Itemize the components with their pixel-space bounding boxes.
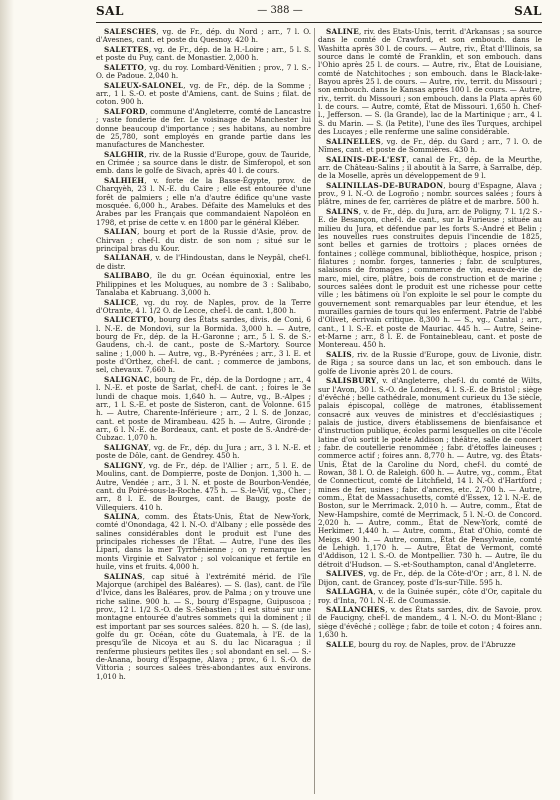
entry-text: , v. forte de la Basse-Égypte, prov. de Charqyèh, 23 l. N.-E. du Caire ; elle est entourée d'une forêt de palmiers ; elle n'a d'autre édifice qu'une vaste mosquée. 6,000 h., Arabes. Défaite des Mameluks et des Arabes par les Français que commandaient Napoléon en 1798, et prise de cette v. en 1800 par le général Kléber. bbox=[96, 175, 311, 227]
entry-text: , commune d'Angleterre, comté de Lancastre ; vaste fonderie de fer. Le voisinage de Manchester lui donne beaucoup d'importance ; ses habitans, au nombre de 25,780, sont employés en grande partie dans les manufactures de Manchester. bbox=[96, 106, 311, 150]
entry-text: , comm. des États-Unis, État de New-York, comté d'Onondaga, 42 l. N.-O. d'Albany ; elle possède des salines considérables dont le produit est l'une des principales richesses de l'État. — Autre, l'une des îles Lipari, dans la mer Tyrrhénienne ; on y remarque les monts Virginie et Salvator ; sol volcanique et fertile en huile, vins et fruits. 4,000 h. bbox=[96, 512, 311, 572]
dictionary-entry bbox=[96, 573, 311, 681]
dictionary-entry bbox=[96, 462, 311, 512]
entry-headword: SALIVES bbox=[326, 569, 364, 579]
dictionary-entry bbox=[318, 351, 542, 376]
dictionary-entry bbox=[96, 376, 311, 443]
entry-headword: SALIS bbox=[326, 350, 352, 359]
entry-headword: SALFORD bbox=[104, 106, 146, 116]
entry-text: , bourg et port de la Russie d'Asie, prov. de Chirvan ; chef-l. du distr. de son nom ; situé sur le principal bras du Kour. bbox=[96, 227, 311, 253]
dictionary-entry bbox=[96, 151, 311, 176]
entry-headword: SALINAS bbox=[104, 571, 143, 581]
entry-headword: SALIGNAY bbox=[104, 442, 149, 452]
dictionary-entry bbox=[96, 254, 311, 271]
entry-headword: SALIANAH bbox=[104, 253, 151, 263]
dictionary-entry bbox=[96, 64, 311, 81]
entry-text: , v. de l'Hindoustan, dans le Neypâl, chef-l. de distr. bbox=[96, 253, 311, 271]
entry-headword: SALINELLES bbox=[326, 136, 382, 146]
entry-text: , vg. de Fr., dép. de la Côte-d'Or ; arr., 8 l. N. de Dijon, cant. de Grancey, poste d'Is-sur-Tille. 595 h. bbox=[318, 569, 542, 587]
dictionary-entry bbox=[318, 156, 542, 181]
dictionary-entry bbox=[96, 272, 311, 297]
running-head-left: SAL bbox=[96, 4, 124, 18]
header-rule bbox=[96, 22, 542, 23]
entry-headword: SALIGNAC bbox=[104, 375, 150, 384]
page-header bbox=[0, 0, 560, 22]
column-divider bbox=[314, 28, 315, 794]
dictionary-entry bbox=[96, 82, 311, 107]
dictionary-entry bbox=[318, 641, 542, 649]
book-spine-shadow bbox=[0, 0, 14, 800]
dictionary-entry bbox=[318, 208, 542, 350]
entry-text: , v. de la Guinée supér., côte d'Or, capitale du roy. d'Inta, 70 l. N.-E. de Coumassie. bbox=[318, 587, 542, 605]
entry-text: , vg. de Fr., dép. du Gard ; arr., 7 l. O. de Nîmes, cant. et poste de Sommières. 430 h. bbox=[318, 136, 542, 154]
entry-headword: SALIBABO bbox=[104, 271, 150, 281]
entry-headword: SALISBURY bbox=[326, 376, 377, 386]
entry-headword: SALINILLAS-DE-BURADON bbox=[326, 180, 444, 190]
dictionary-entry bbox=[96, 177, 311, 227]
dictionary-entry bbox=[318, 606, 542, 639]
entry-headword: SALICETTO bbox=[104, 315, 154, 325]
entry-headword: SALINA bbox=[104, 512, 138, 522]
entry-text: , vg. de Fr., dép. de la Somme ; arr., 1 l. S.-O. et poste d'Amiens, cant. de Suins ; filat. de coton. 900 h. bbox=[96, 80, 311, 107]
entry-text: , vg. de Fr., dép. du Jura ; arr., 3 l. N.-E. et poste de Dôle, cant. de Gendrey. 450 h. bbox=[96, 442, 311, 461]
entry-text: , vg. du roy. Lombard-Vénitien ; prov., 7 l. S.-O. de Padoue. 2,040 h. bbox=[96, 62, 311, 81]
left-column bbox=[96, 28, 311, 796]
entry-headword: SALLE bbox=[326, 639, 354, 649]
dictionary-entry bbox=[318, 28, 542, 136]
entry-headword: SALINE bbox=[326, 28, 360, 36]
entry-headword: SALINIS-DE-L'EST bbox=[326, 154, 407, 164]
entry-text: , riv. de la Russie d'Europe, gouv. de Livonie, distr. de Riga ; sa source dans un lac, et son embouch. dans le golfe de Livonie après 20 l. de cours. bbox=[318, 350, 542, 376]
running-head-right: SAL bbox=[514, 4, 542, 18]
entry-headword: SALETTES bbox=[104, 44, 149, 54]
entry-headword: SALETTO bbox=[104, 62, 145, 72]
entry-text: , bourg de Fr., dép. de la Dordogne ; arr., 4 l. N.-E. et poste de Sarlat, chef-l. de cant. ; foires le 3e lundi de chaque mois. 1,640 h. — Autre, vg., B.-Alpes ; arr., 1 l. S.-E. et poste de Sisteron, cant. de Volonne. 615 h. — Autre, Charente-Inférieure ; arr., 2 l. S. de Jonzac, cant. et poste de Mirambeau. 425 h. — Autre, Gironde ; arr., 6 l. N.-E. de Bordeaux, cant. et poste de S.-André-de-Cubzac. 1,070 h. bbox=[96, 375, 311, 443]
entry-headword: SALESCHES bbox=[104, 28, 157, 36]
entry-text: , île du gr. Océan équinoxial, entre les Philippines et les Moluques, au nombre de 3 : Salibabo, Tanalaba et Kabruang. 3,000 h. bbox=[96, 271, 311, 297]
entry-text: , canal de Fr., dép. de la Meurthe, arr. de Château-Salins ; il aboutit à la Sarre, à Sarralbe, dép. de la Moselle, après un développement de 9 l. bbox=[318, 154, 542, 181]
dictionary-entry bbox=[96, 513, 311, 571]
entry-text: , vg. de Fr., dép. de l'Allier ; arr., 5 l. E. de Moulins, cant. de Dompierre, poste de Donjon. 1,300 h. — Autre, Vendée ; arr., 3 l. N. et poste de Bourbon-Vendée, cant. du Poiré-sous-la-Roche. 475 h. — S.-le-Vif, vg., Cher ; arr., 8 l. E. de Bourges, cant. de Baugy, poste de Villequiers. 410 h. bbox=[96, 460, 311, 512]
dictionary-entry bbox=[318, 588, 542, 605]
dictionary-entry bbox=[96, 46, 311, 63]
dictionary-entry bbox=[318, 377, 542, 569]
entry-text: , bourg d'Espagne, Alava ; prov., 9 l. N.-O. de Logroño ; nombr. sources salées ; fours à plâtre, mines de fer, carrières de plâtre et de marbre. 500 h. bbox=[318, 180, 542, 207]
entry-text: , vg. de Fr., dép. du Nord ; arr., 7 l. O. d'Avesnes, cant. et poste du Quesnoy. 420 h. bbox=[96, 28, 311, 45]
entry-text: , bourg des États sardes, divis. de Coni, 6 l. N.-E. de Mondovi, sur la Bormida. 3,000 h. — Autre, bourg de Fr., dép. de la H.-Garonne ; arr., 5 l. S. de S.-Gaudens, ch.-l. de cant., poste de S.-Martory. Source saline ; 1,000 h. — Autre, vg., B.-Pyrénées ; arr., 3 l. E. et poste d'Orthez, chef-l. de cant. ; commerce de jambons, sel, chevaux. 7,660 h. bbox=[96, 315, 311, 375]
entry-headword: SALLAGHA bbox=[326, 587, 374, 597]
dictionary-entry bbox=[96, 228, 311, 253]
entry-text: , bourg du roy. de Naples, prov. de l'Abruzze bbox=[353, 639, 516, 649]
dictionary-entry bbox=[96, 444, 311, 461]
dictionary-entry bbox=[318, 138, 542, 155]
dictionary-entry bbox=[96, 108, 311, 150]
entry-text: , vg. de Fr., dép. de la H.-Loire ; arr., 5 l. S. et poste du Puy, cant. de Monastier. 2,000 h. bbox=[96, 44, 311, 63]
dictionary-entry bbox=[96, 299, 311, 316]
dictionary-entry bbox=[96, 316, 311, 374]
entry-headword: SALHIEH bbox=[104, 175, 145, 185]
entry-headword: SALINS bbox=[326, 206, 359, 216]
dictionary-entry bbox=[318, 182, 542, 207]
entry-headword: SALEUX-SALONEL bbox=[104, 80, 184, 90]
entry-text: , vg. du roy. de Naples, prov. de la Terre d'Otrante, 4 l. 1/2 O. de Lecce, chef-l. de cant. 1,800 h. bbox=[96, 297, 311, 315]
entry-text: , riv. des États-Unis, territ. d'Arkansas ; sa source dans le comté de Crawford, et son embouch. dans le Washitta après 30 l. de cours. — Autre, riv., État d'Illinois, sa source dans le comté de Franklin, et son embouch. dans l'Ohio après 25 l. de cours. — Autre, riv., État de Louisiane, comté de Natchitoches ; son embouch. dans le Black-lake-Bayou après 25 l. de cours. — Autre, riv., territ. du Missouri ; son embouch. dans le Kansas après 100 l. de cours. — Autre, riv., territ. du Missouri ; son embouch. dans la Plata après 60 l. de cours. — Autre, comté, État de Missouri. 1,650 h. Chef-l., Jefferson. — S. (la Grande), lac de la Martinique ; arr., 4 l. S. du Marin. — S. (la Petite), l'une des îles Turques, archipel des Lucayes ; elle renferme une saline considérable. bbox=[318, 28, 542, 137]
right-column bbox=[318, 28, 542, 796]
dictionary-entry bbox=[318, 570, 542, 587]
page-number: — 388 — bbox=[257, 5, 303, 16]
entry-text: , v. des États sardes, div. de Savoie, prov. de Faucigny, chef-l. de mandem., 4 l. N.-O. du Mont-Blanc ; siège d'évêché ; collège ; fabr. de toile et coton ; 4 foires ann. 1,630 h. bbox=[318, 605, 542, 640]
dictionary-entry bbox=[96, 28, 311, 45]
entry-headword: SALIAN bbox=[104, 227, 138, 237]
entry-text: , riv. de la Russie d'Europe, gouv. de Tauride, en Crimée ; sa source dans le distr. de Simferopol, et son emb. dans le golfe de Sivach, après 40 l. de cours. bbox=[96, 149, 311, 176]
entry-headword: SALICE bbox=[104, 297, 137, 307]
entry-text: , v. d'Angleterre, chef-l. du comté de Wilts, sur l'Avon, 30 l. S.-O. de Londres, 4 l. S.-E. de Bristol ; siège d'évêché ; belle cathédrale, monument curieux du 13e siècle, palais épiscopal, collège de matrones, établissement consacré aux veuves de ministres et d'ecclésiastiques ; palais de justice, divers établissemens de bienfaisance et d'instruction publique, écoles parmi lesquelles on cite l'école latine d'où sortit le poète Addison ; théâtre, salle de concert ; fabr. de coutellerie renommée ; fabr. d'étoffes laineuses ; commerce actif ; foires ann. 8,770 h. — Autre, vg. des États-Unis, État de la Caroline du Nord, chef-l. du comté de Rowan, 38 l. O. de Raleigh. 600 h. — Autre, vg., comm., État de Connecticut, comté de Litchfield, 14 l. N.-O. d'Hartford ; mines de fer, usines ; fabr. d'ancres, etc. 2,700 h. — Autre, comm., État de Massachusetts, comté d'Essex, 12 l. N.-E. de Boston, sur le Merrimack. 2,010 h. — Autre, comm., État de New-Hampshire, comté de Merrimack, 5 l. N.-O. de Concord. 2,020 h. — Autre, comm., État de New-York, comté de Herkimer. 1,440 h. — Autre, comm., État d'Ohio, comté de Meigs. 490 h. — Autre, comm., État de Pensylvanie, comté de Lehigh. 1,170 h. — Autre, État de Vermont, comté d'Addison, 12 l. S.-O. de Montpellier. 730 h. — Autre, île du détroit d'Hudson. — S.-et-Southampton, canal d'Angleterre. bbox=[318, 376, 542, 569]
entry-headword: SALGHIR bbox=[104, 149, 145, 159]
entry-text: , v. de Fr., dép. du Jura, arr. de Poligny, 7 l. 1/2 S.-E. de Besançon, chef-l. de cant., sur la Furieuse ; située au milieu du Jura, et défendue par les forts S.-André et Belin ; les nouvelles rues construites depuis l'incendie de 1825, sont belles et garnies de trottoirs ; places ornées de fontaines ; collège communal, bibliothèque, hospice, prison ; filatures ; nombr. forges, tanneries ; fabr. de sculptures, salaisons de fromages ; commerce de vin, eaux-de-vie de marc, miel, cire, plâtre, bois de construction et de marine ; sources salées dont le produit est une richesse pour cette ville ; les bâtimens où l'on exploite le sel pour le compte du gouvernement sont remarquables par leur étendue, et les murailles garnies de tours qui les enferment. Patrie de l'abbé d'Olivet, écrivain critique. 8,300 h. — S., vg., Cantal ; arr., cant., 1 l. S.-E. et poste de Mauriac. 445 h. — Autre, Seine-et-Marne ; arr., 8 l. E. de Fontainebleau, cant. et poste de Montereau. 450 h. bbox=[318, 206, 542, 350]
entry-text: , cap situé à l'extrémité mérid. de l'île Majorque (archipel des Baléares). — S. (las), cant. de l'île d'Ivice, dans les Baléares, prov. de Palma ; on y trouve une riche saline. 900 h. — S., bourg d'Espagne, Guipuscoa ; prov., 12 l. 1/2 S.-O. de S.-Sébastien ; il est situé sur une montagne entourée d'autres sommets qui la dominent ; il est important par ses sources salées. 820 h. — S. (de las), golfe du gr. Océan, côte du Guatemala, à l'E. de la presqu'île de Nicoya et au S. du lac Nicaragua ; il renferme plusieurs petites îles ; sol abondant en sel. — S.-de-Anana, bourg d'Espagne, Alava ; prov., 6 l. S.-O. de Vittoria ; sources salées très-abondantes aux environs. 1,010 h. bbox=[96, 571, 311, 681]
entry-headword: SALIGNY bbox=[104, 460, 144, 470]
entry-headword: SALLANCHES bbox=[326, 605, 386, 615]
